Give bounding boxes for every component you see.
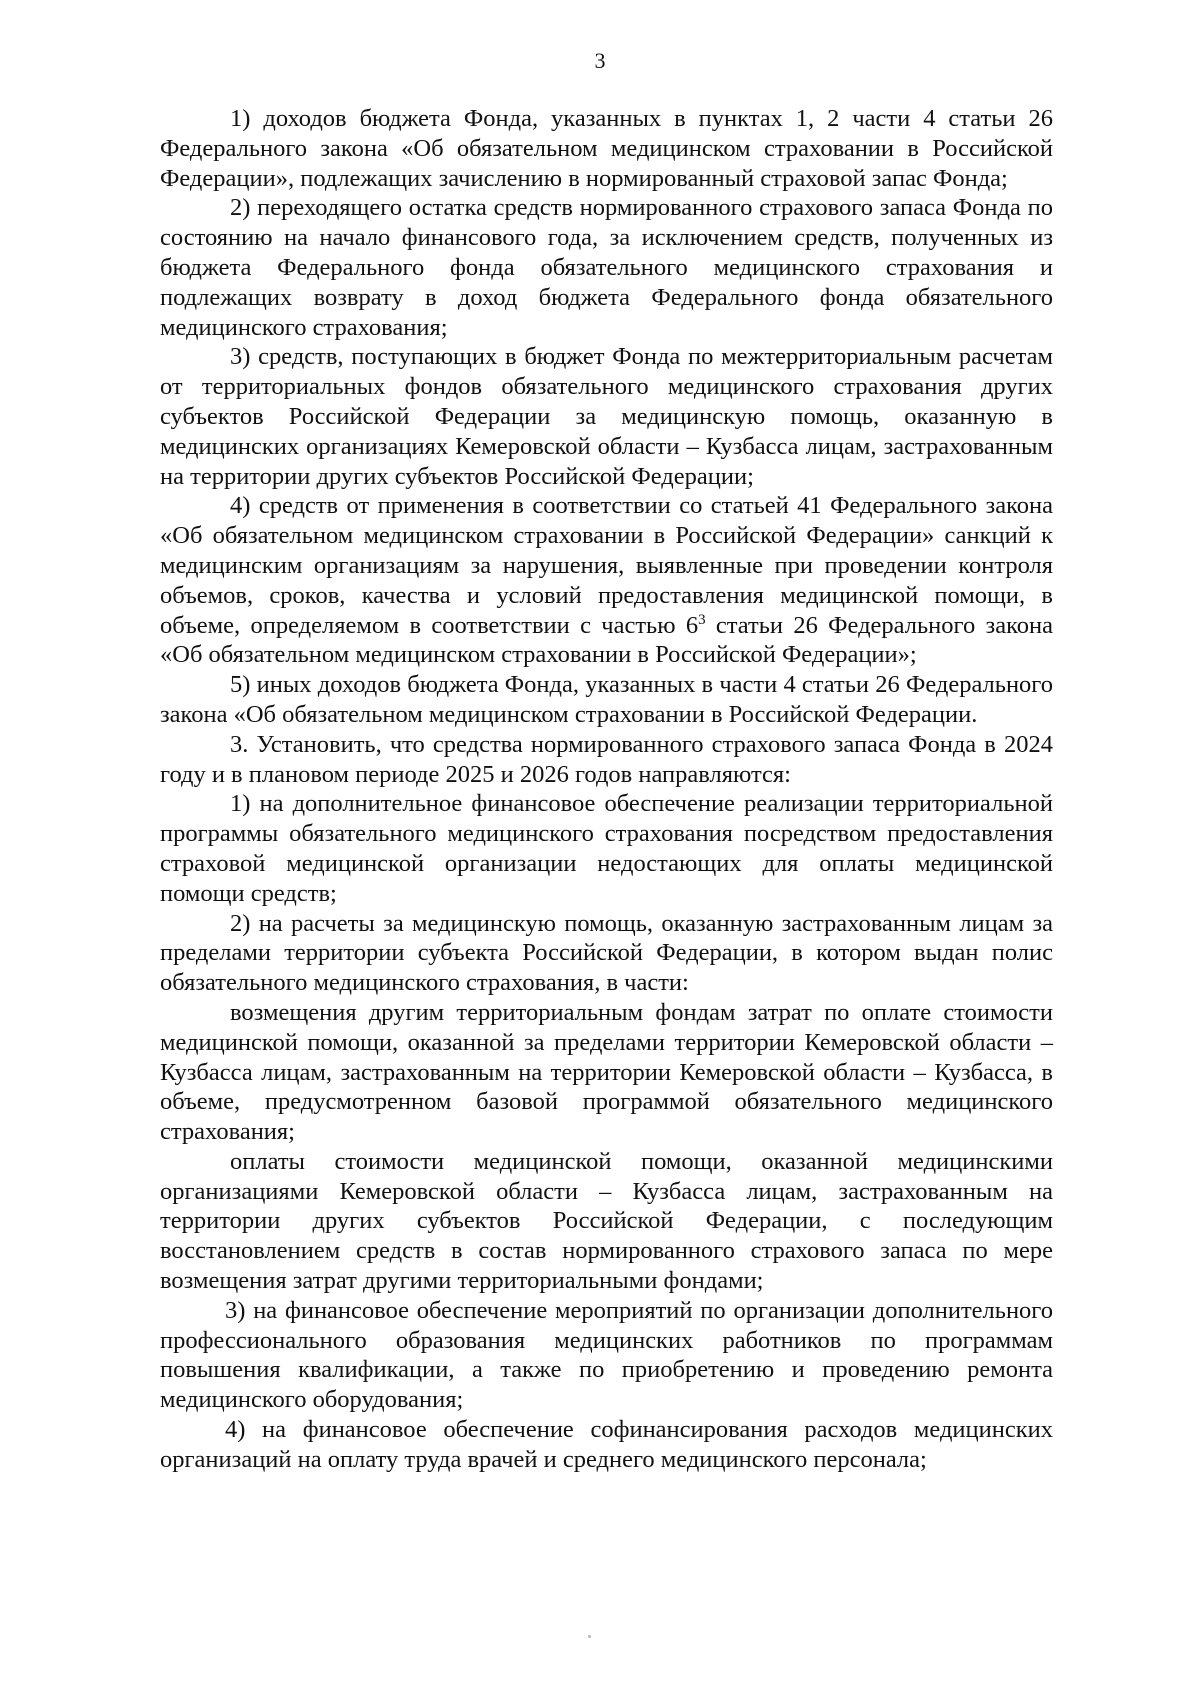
paragraph-3: 3) средств, поступающих в бюджет Фонда по межтерриториальным расчетам от территориальных фондов обязательного медицинского страхования других субъектов Российской Федерации за медицинскую помощь, оказанную в медицинских организациях Кемеровской области – Кузбасса лицам, застрахованным на территории других субъектов Российской Федерации; bbox=[160, 343, 1053, 490]
paragraph-6: 3. Установить, что средства нормированного страхового запаса Фонда в 2024 году и в плановом периоде 2025 и 2026 годов направляются: bbox=[160, 730, 1053, 788]
paragraph-5: 5) иных доходов бюджета Фонда, указанных в части 4 статьи 26 Федерального закона «Об обязательном медицинском страховании в Российской Федерации. bbox=[160, 671, 1053, 728]
paragraph-12: 4) на финансовое обеспечение софинансирования расходов медицинских организаций на оплату труда врачей и среднего медицинского персонала; bbox=[160, 1416, 1053, 1473]
paragraph-1: 1) доходов бюджета Фонда, указанных в пунктах 1, 2 части 4 статьи 26 Федерального закона «Об обязательном медицинском страховании в Российской Федерации», подлежащих зачислению в нормированный страховой запас Фонда; bbox=[160, 105, 1053, 192]
paragraph-4-text-before: 4) средств от применения в соответствии со статьей 41 Федерального закона «Об обязательном медицинском страховании в Российской Федерации» санкций к медицинским организациям за нарушения, выявленные при проведении контроля объемов, сроков, качества и условий предоставления медицинской помощи, в объеме, определяемом в соответствии с частью 6 bbox=[160, 492, 1053, 639]
paragraph-9: возмещения другим территориальным фондам затрат по оплате стоимости медицинской помощи, оказанной за пределами территории Кемеровской области – Кузбасса лицам, застрахованным на территории Кемеровской области – Кузбасса, в объеме, предусмотренном базовой программой обязательного медицинского страхования; bbox=[160, 998, 1053, 1146]
paragraph-8: 2) на расчеты за медицинскую помощь, оказанную застрахованным лицам за пределами территории субъекта Российской Федерации, в котором выдан полис обязательного медицинского страхования, в части: bbox=[160, 909, 1053, 997]
page-number: 3 bbox=[594, 48, 606, 73]
scan-speck bbox=[588, 1635, 591, 1638]
paragraph-10: оплаты стоимости медицинской помощи, оказанной медицинскими организациями Кемеровской области – Кузбасса лицам, застрахованным на территории других субъектов Российской Федерации, с последующим восстановлением средств в состав нормированного страхового запаса по мере возмещения затрат другими территориальными фондами; bbox=[160, 1147, 1053, 1295]
paragraph-4 bbox=[160, 491, 1053, 670]
document-body bbox=[160, 104, 1053, 1475]
paragraph-11: 3) на финансовое обеспечение мероприятий по организации дополнительного профессионального образования медицинских работников по программам повышения квалификации, а также по приобретению и проведению ремонта медицинского оборудования; bbox=[160, 1296, 1053, 1414]
paragraph-4-text-after: статьи 26 Федерального закона «Об обязательном медицинском страховании в Российской Федерации»; bbox=[160, 611, 1053, 669]
superscript-3: 3 bbox=[698, 611, 706, 628]
paragraph-7: 1) на дополнительное финансовое обеспечение реализации территориальной программы обязательного медицинского страхования посредством предоставления страховой медицинской организации недостающих для оплаты медицинской помощи средств; bbox=[160, 790, 1053, 907]
paragraph-2: 2) переходящего остатка средств нормированного страхового запаса Фонда по состоянию на начало финансового года, за исключением средств, полученных из бюджета Федерального фонда обязательного медицинского страхования и подлежащих возврату в доход бюджета Федерального фонда обязательного медицинского страхования; bbox=[160, 194, 1053, 341]
